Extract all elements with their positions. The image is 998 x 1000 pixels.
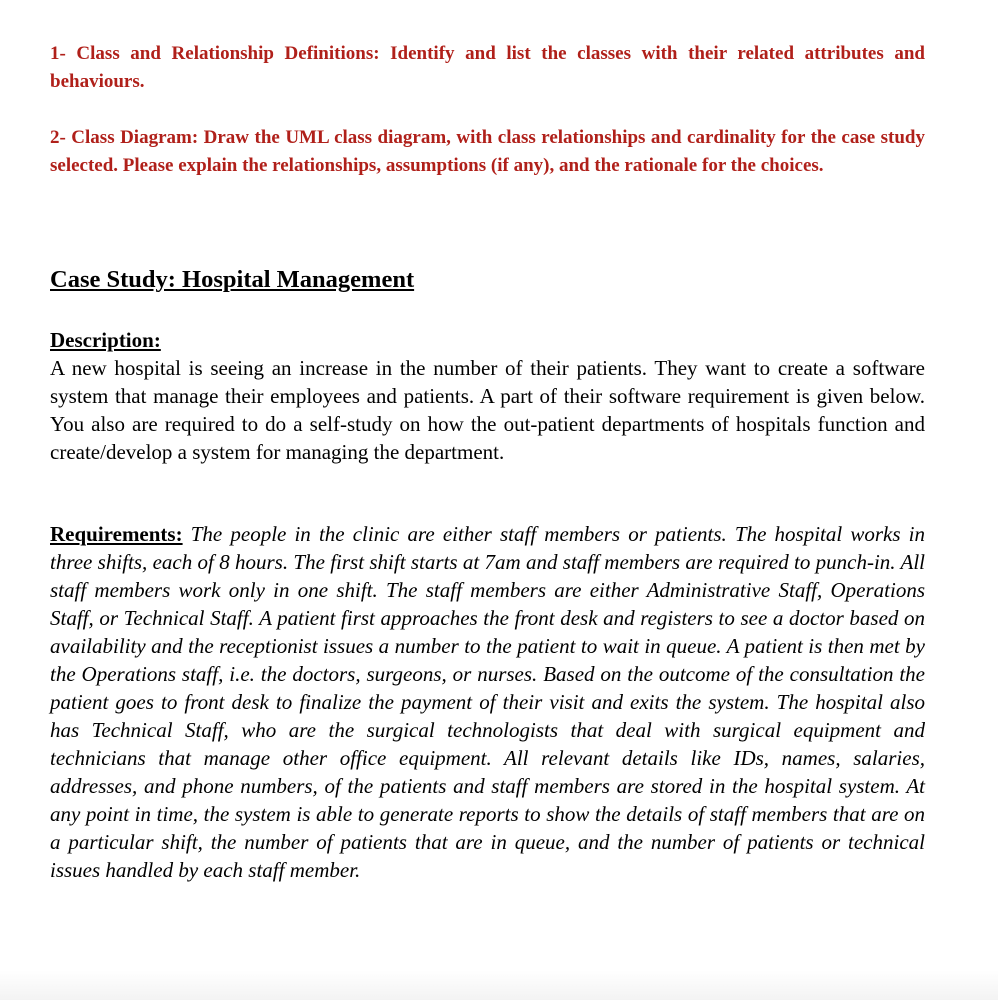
requirements-section: [50, 520, 925, 884]
description-text: A new hospital is seeing an increase in the number of their patients. They want to create a software system that manage their employees and patients. A part of their software requirement is given below. You also are required to do a self-study on how the out-patient departments of hospitals function and create/develop a system for managing the department.: [50, 356, 925, 464]
description-label: Description:: [50, 328, 161, 352]
task-1-class-definitions: 1- Class and Relationship Definitions: Identify and list the classes with their related attributes and behaviours.: [50, 43, 925, 92]
description-section: [50, 326, 925, 466]
case-study-title: Case Study: Hospital Management: [50, 266, 415, 293]
requirements-label: Requirements:: [50, 522, 183, 546]
requirements-text: The people in the clinic are either staff members or patients. The hospital works in three shifts, each of 8 hours. The first shift starts at 7am and staff members are required to punch-in. All staff members work only in one shift. The staff members are either Administrative Staff, Operations Staff, or Technical Staff. A patient first approaches the front desk and registers to see a doctor based on availability and the receptionist issues a number to the patient to wait in queue. A patient is then met by the Operations staff, i.e. the doctors, surgeons, or nurses. Based on the outcome of the consultation the patient goes to front desk to finalize the payment of their visit and exits the system. The hospital also has Technical Staff, who are the surgical technologists that deal with surgical equipment and technicians that manage other office equipment. All relevant details like IDs, names, salaries, addresses, and phone numbers, of the patients and staff members are stored in the hospital system. At any point in time, the system is able to generate reports to show the details of staff members that are on a particular shift, the number of patients that are in queue, and the number of patients or technical issues handled by each staff member.: [50, 522, 926, 882]
page-bottom-edge: [0, 970, 998, 1000]
task-instructions: [50, 40, 925, 180]
task-2-class-diagram: 2- Class Diagram: Draw the UML class diagram, with class relationships and cardinality for the case study selected. Please explain the relationships, assumptions (if any), and the rationale for the choices.: [50, 127, 925, 176]
